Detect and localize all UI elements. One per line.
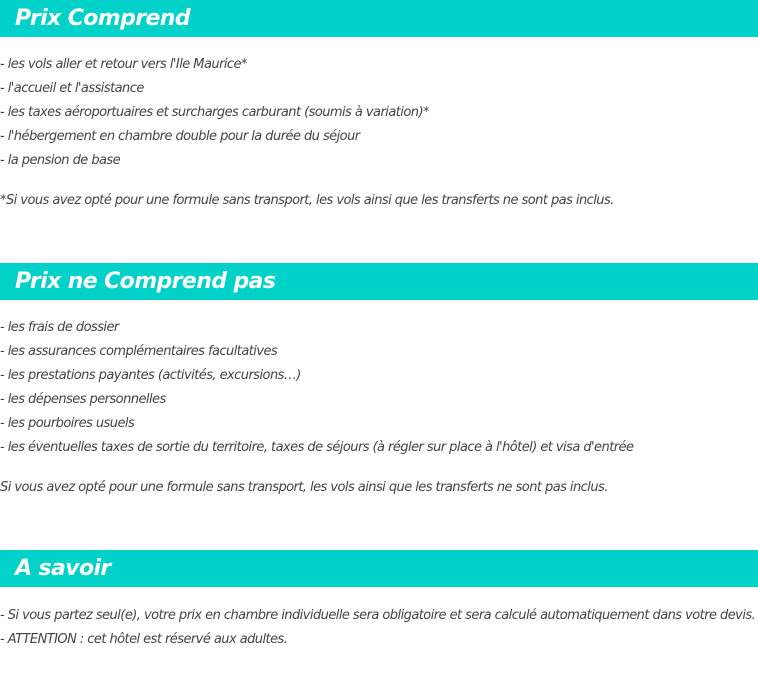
section-header-bar <box>0 263 758 300</box>
list-item: - la pension de base <box>0 153 121 168</box>
list-item: - l'accueil et l'assistance <box>0 81 144 96</box>
list-item: - les frais de dossier <box>0 320 119 335</box>
section-title: A savoir <box>15 556 111 581</box>
section-header-bar <box>0 0 758 37</box>
section-prix-ne-comprend-pas <box>0 263 758 500</box>
list-item: - ATTENTION : cet hôtel est réservé aux adultes. <box>0 632 288 647</box>
list-item: - les prestations payantes (activités, excursions…) <box>0 368 301 383</box>
list-item: - les éventuelles taxes de sortie du territoire, taxes de séjours (à régler sur place à l'hôtel) et visa d'entrée <box>0 440 634 455</box>
list-item: - les taxes aéroportuaires et surcharges carburant (soumis à variation)* <box>0 105 429 120</box>
section-title: Prix ne Comprend pas <box>15 269 276 294</box>
list-item: - les pourboires usuels <box>0 416 135 431</box>
list-item: - les assurances complémentaires facultatives <box>0 344 278 359</box>
section-content <box>0 300 758 500</box>
footnote: *Si vous avez opté pour une formule sans transport, les vols ainsi que les transferts ne sont pas inclus. <box>0 193 614 208</box>
list-item: - Si vous partez seul(e), votre prix en chambre individuelle sera obligatoire et sera calculé automatiquement dans votre devis. <box>0 608 756 623</box>
list-item: - les vols aller et retour vers l'Ile Maurice* <box>0 57 247 72</box>
section-prix-comprend <box>0 0 758 213</box>
footnote: Si vous avez opté pour une formule sans transport, les vols ainsi que les transferts ne sont pas inclus. <box>0 480 608 495</box>
list-item: - l'hébergement en chambre double pour la durée du séjour <box>0 129 360 144</box>
section-a-savoir <box>0 550 758 652</box>
section-title: Prix Comprend <box>15 6 190 31</box>
section-header-bar <box>0 550 758 587</box>
section-content <box>0 37 758 213</box>
list-item: - les dépenses personnelles <box>0 392 166 407</box>
section-content <box>0 587 758 652</box>
